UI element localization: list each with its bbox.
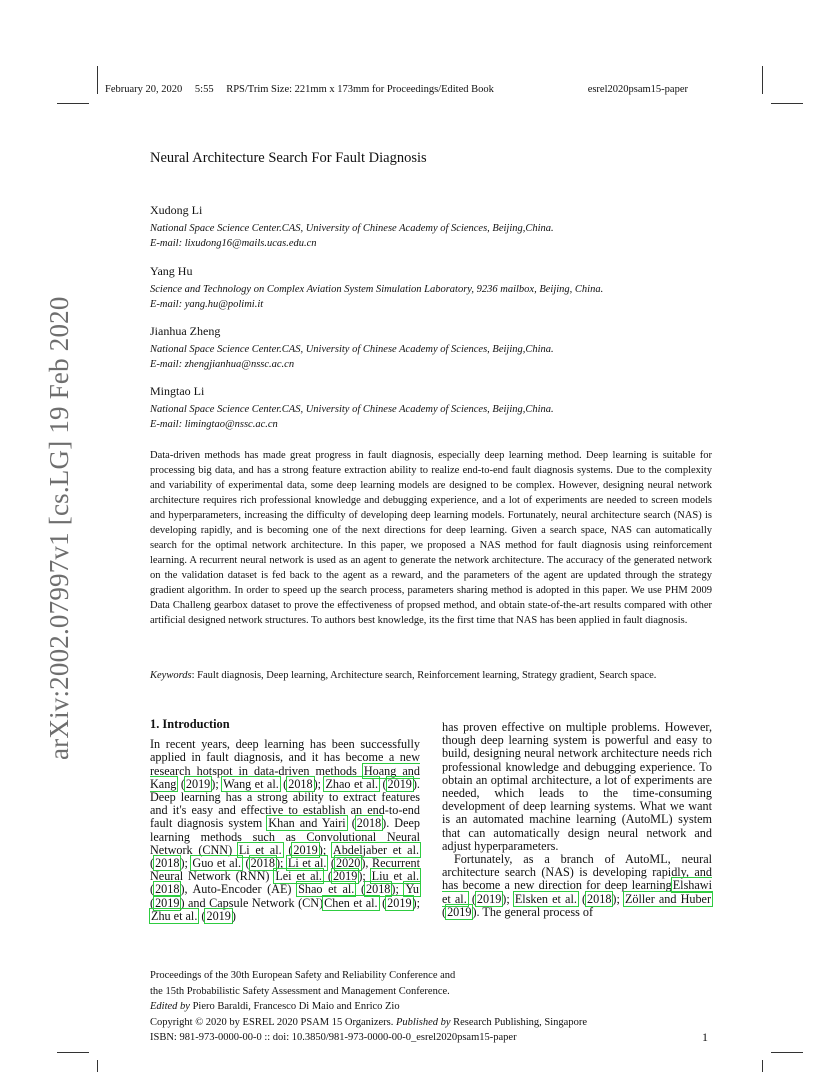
citation-link[interactable]: Zöller and Huber xyxy=(624,891,712,906)
section-title: 1. Introduction xyxy=(150,717,230,731)
citation-link[interactable]: 2020 xyxy=(335,856,361,871)
affiliation-text: National Space Science Center.CAS, University of Chinese Academy of Sciences, Beijing,China. xyxy=(150,404,554,415)
author-affiliation xyxy=(150,222,720,251)
citation-link[interactable]: Shao et al. xyxy=(298,882,355,897)
crop-mark xyxy=(771,1052,803,1053)
intro-paragraph: Fortunately, as a branch of AutoML, neural architecture search (NAS) is developing rapidly, and has become a new direction for deep learningElshawi et al. (2019); Elsken et al. (2018); Zöller and Huber (2019). The general process of xyxy=(442,852,712,919)
intro-left-column xyxy=(150,718,420,923)
paper-title: Neural Architecture Search For Fault Diagnosis xyxy=(150,150,427,166)
author-name: Mingtao Li xyxy=(150,384,205,398)
footer-line: Copyright © 2020 by ESREL 2020 PSAM 15 Organizers. Published by Research Publishing, Singapore xyxy=(150,1016,587,1028)
arxiv-stamp[interactable]: arXiv:2002.07997v1 [cs.LG] 19 Feb 2020 xyxy=(44,296,74,760)
crop-mark xyxy=(57,103,89,104)
affiliation-text: Science and Technology on Complex Aviation System Simulation Laboratory, 9236 mailbox, Beijing, China. xyxy=(150,284,604,295)
crop-mark xyxy=(97,1060,98,1072)
citation-link[interactable]: Elshawi et al. xyxy=(442,878,712,906)
intro-paragraph: In recent years, deep learning has been successfully applied in fault diagnosis, and it has become a new research hotspot in data-driven methods Hoang and Kang (2019); Wang et al. (2018); Zhao et al. (2019). Deep learning has a strong ability to extract features and it's easy and effective to establish an end-to-end fault diagnosis system Khan and Yairi (2018). Deep learning methods such as Convolutional Neural Network (CNN) Li et al. (2019); Abdeljaber et al. (2018); Guo et al. (2018); Li et al. (2020), Recurrent Neural Network (RNN) Lei et al. (2019); Liu et al. (2018), Auto-Encoder (AE) Shao et al. (2018); Yu (2019) and Capsule Network (CN)Chen et al. (2019); Zhu et al. (2019) xyxy=(150,737,420,923)
citation-link[interactable]: Khan and Yairi xyxy=(268,816,346,831)
footer-line: Edited by Piero Baraldi, Francesco Di Maio and Enrico Zio xyxy=(150,1001,400,1012)
footer-line: the 15th Probabilistic Safety Assessment and Management Conference. xyxy=(150,985,450,997)
citation-link[interactable]: 2018 xyxy=(288,776,313,791)
citation-link[interactable]: 2019 xyxy=(155,895,180,910)
citation-link[interactable]: 2019 xyxy=(293,842,318,857)
citation-link[interactable]: 2019 xyxy=(206,908,231,923)
citation-link[interactable]: 2019 xyxy=(185,776,211,791)
citation-link[interactable]: Li et al. xyxy=(238,842,282,857)
author-affiliation xyxy=(150,343,720,372)
citation-link[interactable]: Li et al. xyxy=(287,856,327,871)
author-name: Jianhua Zheng xyxy=(150,324,221,338)
header-time: 5:55 xyxy=(194,84,214,95)
citation-link[interactable]: Lei et al. xyxy=(275,869,322,884)
crop-mark xyxy=(57,1052,89,1053)
keywords-text: : Fault diagnosis, Deep learning, Architecture search, Reinforcement learning, Strategy gradient, Search space. xyxy=(191,670,657,681)
author-email: E-mail: lixudong16@mails.ucas.edu.cn xyxy=(150,237,317,249)
citation-link[interactable]: Abdeljaber et al. xyxy=(332,842,420,857)
footer-line: Proceedings of the 30th European Safety and Reliability Conference and xyxy=(150,970,456,981)
citation-link[interactable]: 2018 xyxy=(356,816,382,831)
citation-link[interactable]: Zhao et al. xyxy=(325,776,379,791)
crop-mark xyxy=(771,103,803,104)
author-email: E-mail: limingtao@nssc.ac.cn xyxy=(150,418,278,430)
proceedings-footer xyxy=(150,968,715,1046)
footer-line: ISBN: 981-973-0000-00-0 :: doi: 10.3850/981-973-0000-00-0_esrel2020psam15-paper xyxy=(150,1032,517,1043)
affiliation-text: National Space Science Center.CAS, University of Chinese Academy of Sciences, Beijing,China. xyxy=(150,344,554,355)
citation-link[interactable]: 2019 xyxy=(332,869,358,884)
header-trim: RPS/Trim Size: 221mm x 173mm for Proceedings/Edited Book xyxy=(226,84,494,95)
citation-link[interactable]: Wang et al. xyxy=(223,776,279,791)
header-docid: esrel2020psam15-paper xyxy=(587,84,688,95)
author-affiliation xyxy=(150,403,720,432)
citation-link[interactable]: 2018 xyxy=(366,882,391,897)
crop-mark xyxy=(762,66,763,94)
citation-link[interactable]: 2019 xyxy=(476,891,502,906)
citation-link[interactable]: 2019 xyxy=(387,776,412,791)
citation-link[interactable]: 2019 xyxy=(447,904,472,919)
citation-link[interactable]: Elsken et al. xyxy=(514,891,577,906)
citation-link[interactable]: 2018 xyxy=(155,856,180,871)
citation-link[interactable]: 2019 xyxy=(387,895,412,910)
author-email: E-mail: zhengjianhua@nssc.ac.cn xyxy=(150,358,295,370)
citation-link[interactable]: Hoang and Kang xyxy=(150,763,420,791)
citation-link[interactable]: Guo et al. xyxy=(192,856,242,871)
author-email: E-mail: yang.hu@polimi.it xyxy=(150,298,264,310)
header-date: February 20, 2020 xyxy=(105,84,183,95)
running-header xyxy=(105,84,688,95)
citation-link[interactable]: Yu xyxy=(405,882,419,897)
intro-right-column xyxy=(442,721,712,919)
author-name: Xudong Li xyxy=(150,203,203,217)
abstract: Data-driven methods has made great progress in fault diagnosis, especially deep learning method. Deep learning is suitable for processing big data, and has a strong feature extraction ability to realize end-to-end fault diagnosis systems. Due to the complexity and variability of experimental data, some deep learning models are designed to be complex. However, designing neural network architecture requires rich professional knowledge and debugging experience, and a lot of experiments are needed to screen models and hyperparameters, increasing the difficulty of developing deep learning models. Fortunately, neural architecture search (NAS) is developing rapidly, and is becoming one of the next directions for deep learning. Given a search space, NAS can automatically search for the optimal network architecture. In this paper, we proposed a NAS method for fault diagnosis using reinforcement learning. A recurrent neural network is used as an agent to generate the network architecture. The accuracy of the generated network on the validation dataset is fed back to the agent as a reward, and the parameters of the agent are updated through the strategy gradient algorithm. In order to speed up the search process, parameters sharing method is adopted in this paper. We use PHM 2009 Data Challeng gearbox dataset to prove the effectiveness of propsed method, and obtain state-of-the-art results compared with other artificial designed network structures. To authors best knowledge, its the first time that NAS has been applied in fault diagnosis. xyxy=(150,450,712,626)
crop-mark xyxy=(762,1060,763,1072)
citation-link[interactable]: Chen et al. xyxy=(324,895,378,910)
author-affiliation xyxy=(150,283,720,312)
author-name: Yang Hu xyxy=(150,264,193,278)
citation-link[interactable]: 2018 xyxy=(155,882,180,897)
intro-paragraph: has proven effective on multiple problems. However, though deep learning system is powerful and easy to build, designing neural network architecture needs rich professional knowledge and debugging experience. To obtain an optimal architecture, a lot of experiments are needed, which leads to the time-consuming development of deep learning systems. What we want is an automated machine learning (AutoML) system that can automatically design neural network and adjust hyperparameters. xyxy=(442,720,712,853)
citation-link[interactable]: Zhu et al. xyxy=(151,908,198,923)
keywords xyxy=(150,668,712,683)
crop-mark xyxy=(97,66,98,94)
keywords-label: Keywords xyxy=(150,670,192,681)
affiliation-text: National Space Science Center.CAS, University of Chinese Academy of Sciences, Beijing,China. xyxy=(150,223,554,234)
page-number: 1 xyxy=(702,1030,708,1044)
citation-link[interactable]: 2018 xyxy=(250,856,275,871)
citation-link[interactable]: Liu et al. xyxy=(371,869,419,884)
citation-link[interactable]: 2018 xyxy=(587,891,612,906)
